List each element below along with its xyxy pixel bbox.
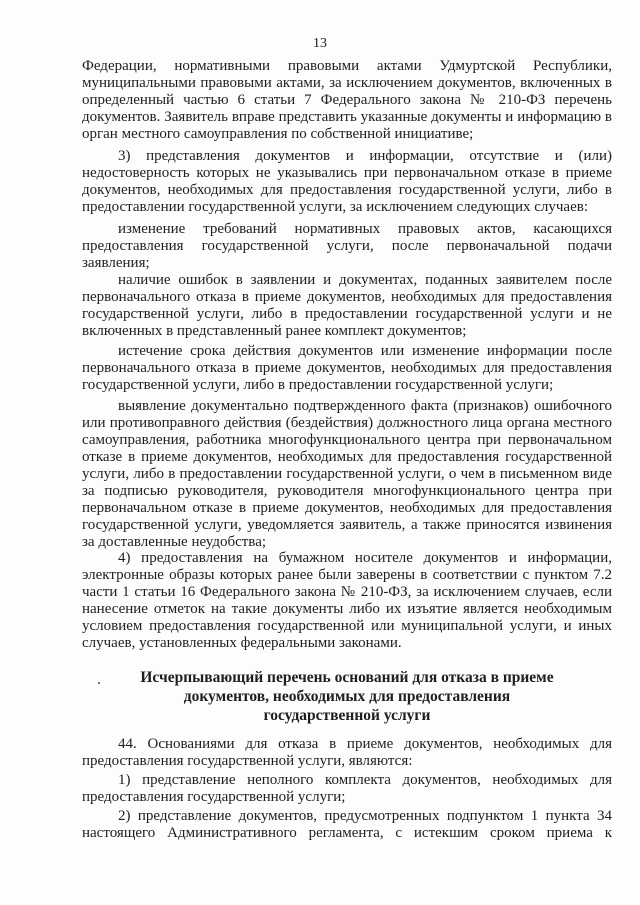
text-line: первоначального отказа в приеме документов, необходимых для предоставления [82,289,612,305]
text-line: случаев, установленных федеральными законами. [82,635,402,651]
text-line: государственной услуги, либо в предоставлении государственной услуги и не [82,306,612,322]
text-line: определенный частью 6 статьи 7 Федерального закона № 210-ФЗ перечень [82,92,612,108]
text-line: государственной услуги, либо в предоставлении государственной услуги; [82,377,554,393]
section-heading-line: государственной услуги [263,707,431,724]
text-line: документов. Заявитель вправе представить указанные документы и информацию в [82,109,612,125]
text-line: отказе в приеме документов, необходимых для предоставления государственной [82,449,612,465]
text-line: электронные образы которых ранее были заверены в соответствии с пунктом 7.2 [82,567,612,583]
text-line: включенных в представленный ранее комплект документов; [82,323,467,339]
text-line: первоначального отказа в приеме документов, необходимых для предоставления [82,360,612,376]
text-line: выявление документально подтвержденного факта (признаков) ошибочного [118,398,612,414]
text-line: услуги, либо в предоставлении государственной услуги, о чем в письменном виде [82,466,612,482]
section-heading-line: документов, необходимых для предоставления [183,688,511,705]
text-line: 2) представление документов, предусмотренных подпунктом 1 пункта 34 [118,808,612,824]
margin-mark [98,682,100,684]
text-line: 44. Основаниями для отказа в приеме документов, необходимых для [118,736,612,752]
text-line: за подписью руководителя, руководителя многофункционального центра при [82,483,612,499]
text-line: за доставленные неудобства; [82,534,267,550]
text-line: настоящего Административного регламента, с истекшим сроком приема к [82,825,612,841]
text-line: муниципальными правовыми актами, за исключением документов, включенных в [82,75,612,91]
page-number: 13 [313,36,327,51]
text-line: заявления; [82,255,150,271]
text-line: нанесение отметок на такие документы либо их изъятие является необходимым [82,601,612,617]
text-line: предоставления государственной услуги, после первоначальной подачи [82,238,612,254]
text-line: орган местного самоуправления по собственной инициативе; [82,126,474,142]
text-line: предоставления государственной услуги; [82,789,346,805]
section-heading-line: Исчерпывающий перечень оснований для отказа в приеме [140,669,554,686]
text-line: или противоправного действия (бездействия) должностного лица органа местного [82,415,612,431]
text-line: истечение срока действия документов или изменение информации после [118,343,612,359]
text-line: недостоверность которых не указывались при первоначальном отказе в приеме [82,165,612,181]
text-line: первоначальном отказе в приеме документов, необходимых для предоставления [82,500,612,516]
text-line: 1) представление неполного комплекта документов, необходимых для [118,772,612,788]
text-line: предоставлении государственной услуги, за исключением следующих случаев: [82,199,588,215]
text-line: 4) предоставления на бумажном носителе документов и информации, [118,550,612,566]
text-line: 3) представления документов и информации, отсутствие и (или) [118,148,612,164]
text-line: условием предоставления государственной или муниципальной услуги, и иных [82,618,612,634]
text-line: наличие ошибок в заявлении и документах, поданных заявителем после [118,272,612,288]
text-line: изменение требований нормативных правовых актов, касающихся [118,221,612,237]
text-line: Федерации, нормативными правовыми актами Удмуртской Республики, [82,58,612,74]
text-line: части 1 статьи 16 Федерального закона № 210-ФЗ, за исключением случаев, если [82,584,612,600]
text-line: документов, необходимых для предоставления государственной услуги, либо в [82,182,612,198]
text-line: предоставления государственной услуги, являются: [82,753,413,769]
text-line: самоуправления, работника многофункционального центра при первоначальном [82,432,612,448]
text-line: государственной услуги, уведомляется заявитель, а также приносятся извинения [82,517,612,533]
